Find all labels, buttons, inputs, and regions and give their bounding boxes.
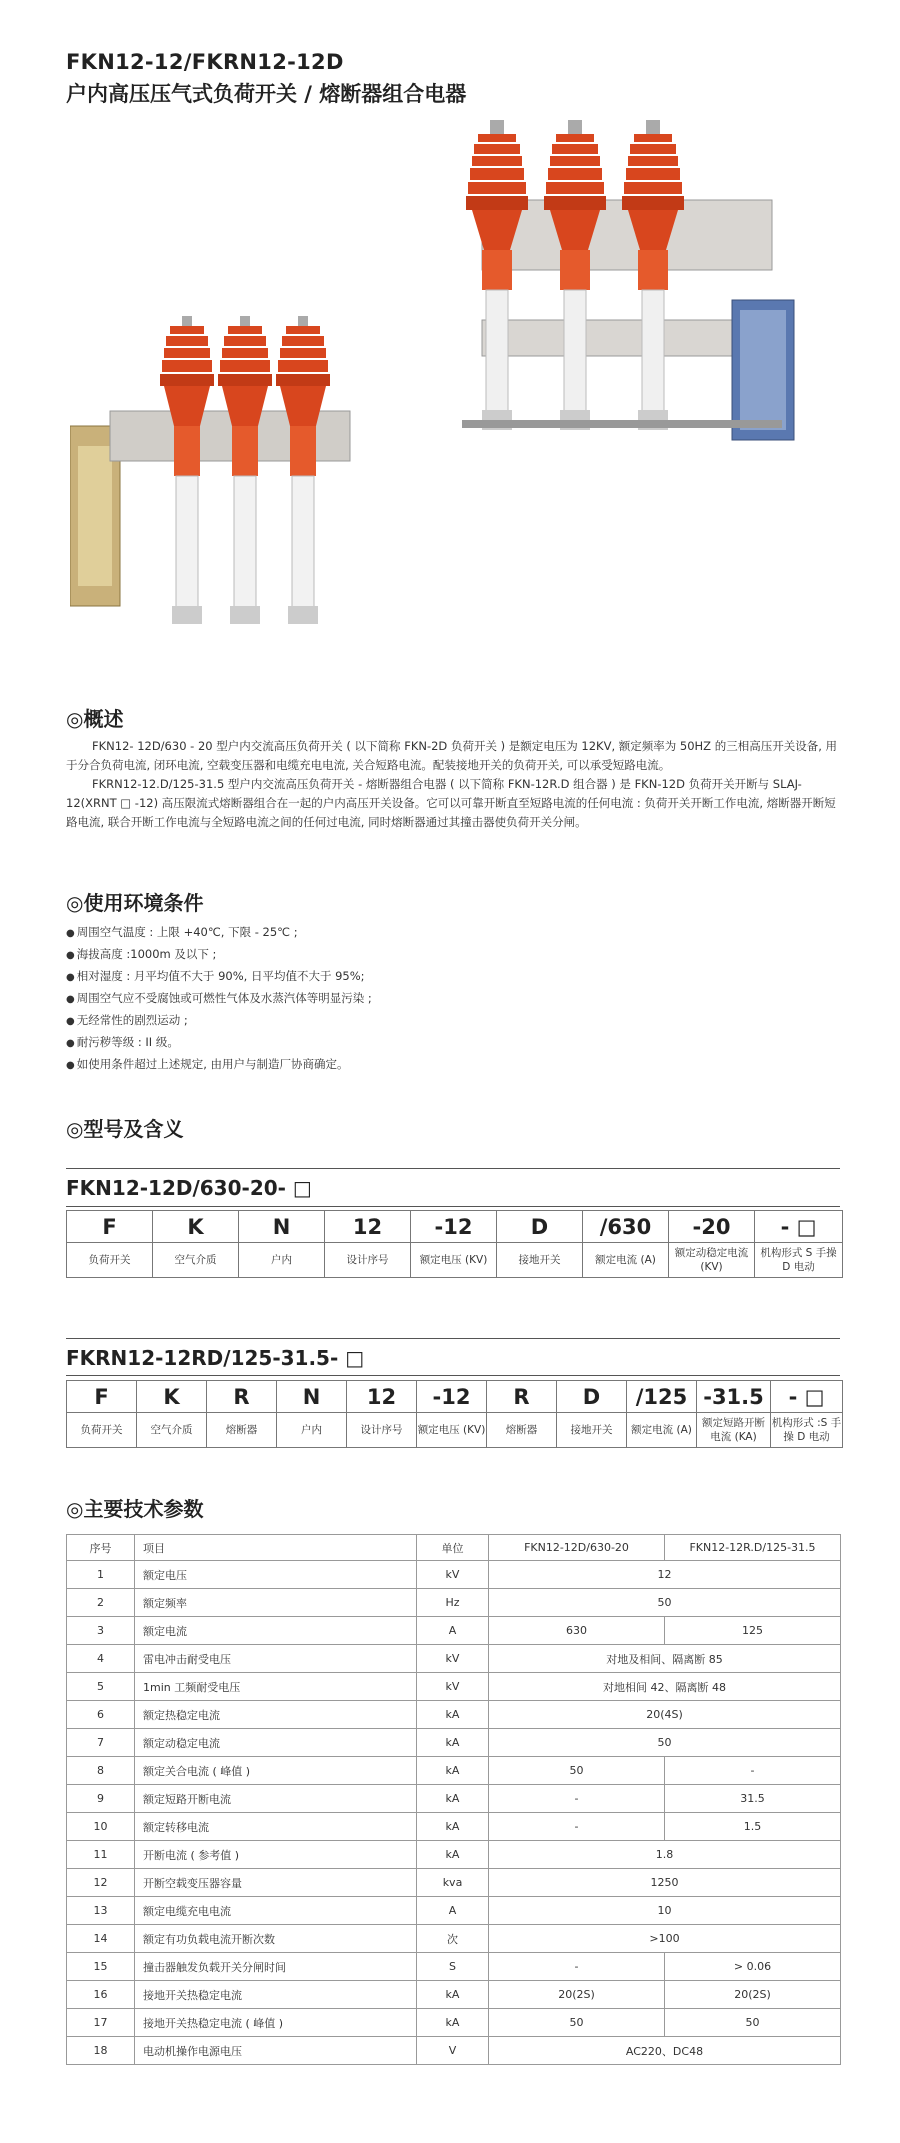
spec-cell: 630 [489,1617,665,1645]
model2-table [66,1380,843,1448]
meaning-cell: 负荷开关 [67,1243,153,1278]
spec-cell: kva [417,1869,489,1897]
spec-cell: 额定电缆充电电流 [135,1897,417,1925]
overview-paragraph-2: FKRN12-12.D/125-31.5 型户内交流高压负荷开关 - 熔断器组合电器 ( 以下简称 FKN-12R.D 组合器 ) 是 FKN-12D 负荷开关开断与 SLAJ-12(XRNT □ -12) 高压限流式熔断器组合在一起的户内高压开关设备。它可以可靠开断直至短路电流的任何电流 : 负荷开关开断工作电流, 熔断器开断短路电流, 联合开断工作电流与全短路电流之间的任何过电流, 同时熔断器通过其撞击器使负荷开关分闸。 [66,777,836,829]
spec-cell: 17 [67,2009,135,2037]
spec-table [66,1534,841,2065]
spec-cell: 9 [67,1785,135,1813]
spec-cell: - [489,1953,665,1981]
spec-cell: >100 [489,1925,841,1953]
code-cell: /630 [583,1211,669,1243]
spec-cell: 对地相间 42、隔离断 48 [489,1673,841,1701]
spec-cell: 125 [665,1617,841,1645]
spec-header-cell: 单位 [417,1535,489,1561]
spec-cell: 对地及相间、隔离断 85 [489,1645,841,1673]
spec-cell: 50 [489,1729,841,1757]
meaning-cell: 接地开关 [557,1413,627,1448]
table-row [67,1729,841,1757]
page-title-line2: 户内高压压气式负荷开关 / 熔断器组合电器 [66,82,467,106]
spec-header-cell: FKN12-12D/630-20 [489,1535,665,1561]
spec-header-cell: 序号 [67,1535,135,1561]
meaning-cell: 户内 [239,1243,325,1278]
spec-heading: ◎主要技术参数 [66,1497,204,1521]
spec-header-cell: FKN12-12R.D/125-31.5 [665,1535,841,1561]
page-title-line1: FKN12-12/FKRN12-12D [66,50,344,74]
spec-cell: 额定动稳定电流 [135,1729,417,1757]
code-cell: F [67,1211,153,1243]
code-cell: /125 [627,1381,697,1413]
spec-cell: 电动机操作电源电压 [135,2037,417,2065]
list-item: ● 周围空气温度 : 上限 +40℃, 下限 - 25℃ ; [66,922,372,944]
code-cell: 12 [325,1211,411,1243]
spec-cell: 1250 [489,1869,841,1897]
spec-cell: 2 [67,1589,135,1617]
table-row [67,1925,841,1953]
product-photo-fkn12 [462,120,797,500]
table-row [67,1757,841,1785]
spec-cell: 20(2S) [489,1981,665,2009]
code-cell: D [557,1381,627,1413]
spec-cell: 20(2S) [665,1981,841,2009]
model1-table [66,1210,843,1278]
meaning-cell: 熔断器 [487,1413,557,1448]
spec-cell: 1min 工频耐受电压 [135,1673,417,1701]
spec-cell: 50 [489,2009,665,2037]
spec-cell: 50 [665,2009,841,2037]
code-cell: -12 [411,1211,497,1243]
code-cell: - □ [771,1381,843,1413]
spec-header-cell: 项目 [135,1535,417,1561]
code-cell: K [137,1381,207,1413]
spec-header-row [67,1535,841,1561]
spec-cell: 额定频率 [135,1589,417,1617]
list-item: ● 如使用条件超过上述规定, 由用户与制造厂协商确定。 [66,1054,372,1076]
spec-cell: 12 [67,1869,135,1897]
spec-cell: 1.8 [489,1841,841,1869]
table-row [67,1701,841,1729]
spec-cell: kA [417,1701,489,1729]
overview-text [66,737,842,832]
spec-cell: - [665,1757,841,1785]
meaning-cell: 额定短路开断电流 (KA) [697,1413,771,1448]
spec-cell: 13 [67,1897,135,1925]
table-row [67,1561,841,1589]
code-cell: -12 [417,1381,487,1413]
spec-cell: kA [417,1757,489,1785]
table-row [67,2037,841,2065]
spec-cell: 4 [67,1645,135,1673]
spec-cell: 额定电流 [135,1617,417,1645]
table-row [67,1617,841,1645]
spec-cell: 12 [489,1561,841,1589]
spec-cell: AC220、DC48 [489,2037,841,2065]
spec-cell: kV [417,1561,489,1589]
spec-cell: A [417,1617,489,1645]
spec-cell: - [489,1813,665,1841]
spec-cell: 18 [67,2037,135,2065]
spec-cell: 额定电压 [135,1561,417,1589]
spec-cell: 31.5 [665,1785,841,1813]
list-item: ● 耐污秽等级 : II 级。 [66,1032,372,1054]
code-cell: -31.5 [697,1381,771,1413]
meaning-cell: 接地开关 [497,1243,583,1278]
code-cell: D [497,1211,583,1243]
meaning-cell: 额定电压 (KV) [411,1243,497,1278]
spec-cell: 8 [67,1757,135,1785]
spec-cell: 50 [489,1757,665,1785]
spec-cell: 额定关合电流 ( 峰值 ) [135,1757,417,1785]
spec-cell: 20(4S) [489,1701,841,1729]
code-cell: N [277,1381,347,1413]
spec-cell: 16 [67,1981,135,2009]
code-cell: N [239,1211,325,1243]
spec-cell: kA [417,1729,489,1757]
spec-cell: kV [417,1645,489,1673]
table-row [67,1841,841,1869]
overview-heading: ◎概述 [66,707,124,731]
code-cell: F [67,1381,137,1413]
list-item: ● 无经常性的剧烈运动 ; [66,1010,372,1032]
spec-cell: 开断电流 ( 参考值 ) [135,1841,417,1869]
overview-paragraph-1: FKN12- 12D/630 - 20 型户内交流高压负荷开关 ( 以下简称 FKN-2D 负荷开关 ) 是额定电压为 12KV, 额定频率为 50HZ 的三相高压开关设备, 用于分合负荷电流, 闭环电流, 空载变压器和电缆充电电流, 关合短路电流。配装接地开关的负荷开关, 可以承受短路电流。 [66,739,838,772]
spec-cell: 15 [67,1953,135,1981]
spec-cell: 3 [67,1617,135,1645]
meaning-cell: 设计序号 [325,1243,411,1278]
meaning-cell: 额定动稳定电流 (KV) [669,1243,755,1278]
spec-cell: kV [417,1673,489,1701]
code-cell: R [207,1381,277,1413]
list-item: ● 海拔高度 :1000m 及以下 ; [66,944,372,966]
table-row [67,1813,841,1841]
code-cell: K [153,1211,239,1243]
spec-cell: 额定短路开断电流 [135,1785,417,1813]
spec-cell: - [489,1785,665,1813]
spec-cell: 5 [67,1673,135,1701]
spec-cell: 6 [67,1701,135,1729]
spec-cell: 额定转移电流 [135,1813,417,1841]
meaning-cell: 额定电压 (KV) [417,1413,487,1448]
spec-cell: A [417,1897,489,1925]
table-row [67,1673,841,1701]
list-item: ● 周围空气应不受腐蚀或可燃性气体及水蒸汽体等明显污染 ; [66,988,372,1010]
spec-cell: 1.5 [665,1813,841,1841]
spec-cell: kA [417,1785,489,1813]
meaning-cell: 机构形式 :S 手操 D 电动 [771,1413,843,1448]
env-list [66,922,372,1076]
spec-cell: 次 [417,1925,489,1953]
meaning-cell: 负荷开关 [67,1413,137,1448]
code-cell: -20 [669,1211,755,1243]
product-photo-fkrn12 [70,316,370,656]
table-row [67,2009,841,2037]
table-row [67,1953,841,1981]
spec-cell: > 0.06 [665,1953,841,1981]
spec-cell: 接地开关热稳定电流 [135,1981,417,2009]
meaning-cell: 户内 [277,1413,347,1448]
spec-cell: 7 [67,1729,135,1757]
spec-cell: 11 [67,1841,135,1869]
spec-cell: kA [417,2009,489,2037]
spec-cell: Hz [417,1589,489,1617]
table-row [67,1589,841,1617]
meaning-cell: 设计序号 [347,1413,417,1448]
meaning-cell: 空气介质 [137,1413,207,1448]
spec-cell: 开断空载变压器容量 [135,1869,417,1897]
spec-cell: 额定热稳定电流 [135,1701,417,1729]
table-row [67,1897,841,1925]
list-item: ● 相对湿度 : 月平均值不大于 90%, 日平均值不大于 95%; [66,966,372,988]
code-cell: - □ [755,1211,843,1243]
spec-cell: kA [417,1981,489,2009]
meaning-cell: 熔断器 [207,1413,277,1448]
meaning-cell: 额定电流 (A) [627,1413,697,1448]
spec-cell: kA [417,1813,489,1841]
env-heading: ◎使用环境条件 [66,891,204,915]
spec-cell: 14 [67,1925,135,1953]
spec-cell: 雷电冲击耐受电压 [135,1645,417,1673]
meaning-cell: 空气介质 [153,1243,239,1278]
table-row [67,1981,841,2009]
spec-cell: 撞击器触发负载开关分闸时间 [135,1953,417,1981]
code-cell: 12 [347,1381,417,1413]
meaning-cell: 机构形式 S 手操 D 电动 [755,1243,843,1278]
spec-cell: kA [417,1841,489,1869]
model1-title: FKN12-12D/630-20- □ [66,1176,312,1200]
table-row [67,1785,841,1813]
spec-cell: 1 [67,1561,135,1589]
spec-cell: V [417,2037,489,2065]
table-row [67,1645,841,1673]
model-heading: ◎型号及含义 [66,1117,184,1141]
model2-title: FKRN12-12RD/125-31.5- □ [66,1346,365,1370]
code-cell: R [487,1381,557,1413]
meaning-cell: 额定电流 (A) [583,1243,669,1278]
spec-cell: 额定有功负载电流开断次数 [135,1925,417,1953]
spec-cell: 50 [489,1589,841,1617]
spec-cell: S [417,1953,489,1981]
spec-cell: 10 [489,1897,841,1925]
table-row [67,1869,841,1897]
spec-cell: 接地开关热稳定电流 ( 峰值 ) [135,2009,417,2037]
spec-cell: 10 [67,1813,135,1841]
